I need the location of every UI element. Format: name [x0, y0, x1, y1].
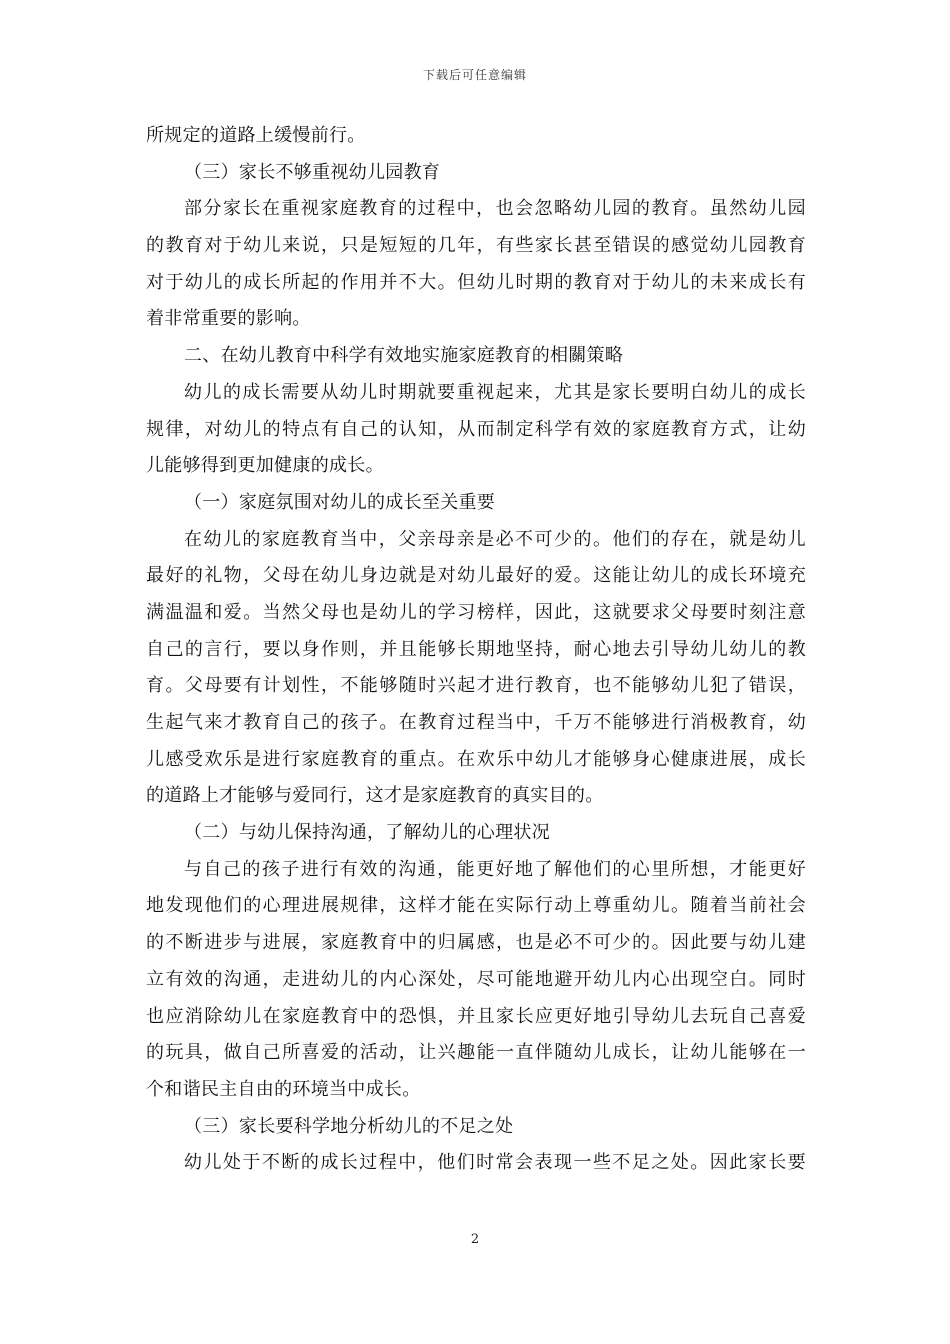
text-line: 最好的礼物，父母在幼儿身边就是对幼儿最好的爱。这能让幼儿的成长环境充	[146, 565, 806, 587]
text-line: 所规定的道路上缓慢前行。	[146, 125, 366, 146]
section-heading: （一）家庭氛围对幼儿的成长至关重要	[184, 491, 496, 513]
text-line: 地发现他们的心理进展规律，这样才能在实际行动上尊重幼儿。随着当前社会	[146, 895, 806, 917]
text-line: 对于幼儿的成长所起的作用并不大。但幼儿时期的教育对于幼儿的未来成长有	[146, 271, 806, 293]
section-heading: （三）家长要科学地分析幼儿的不足之处	[184, 1115, 514, 1137]
text-line: 幼儿的成长需要从幼儿时期就要重视起来，尤其是家长要明白幼儿的成长	[184, 381, 806, 403]
text-line: 自己的言行，要以身作则，并且能够长期地坚持，耐心地去引导幼儿幼儿的教	[146, 638, 806, 660]
document-body	[146, 118, 806, 1182]
text-line: 着非常重要的影响。	[146, 308, 311, 330]
text-line: 与自己的孩子进行有效的沟通，能更好地了解他们的心里所想，才能更好	[184, 858, 806, 880]
text-line: 儿感受欢乐是进行家庭教育的重点。在欢乐中幼儿才能够身心健康进展，成长	[146, 748, 806, 770]
section-heading: （三）家长不够重视幼儿园教育	[184, 161, 441, 183]
text-line: 生起气来才教育自己的孩子。在教育过程当中，千万不能够进行消极教育，幼	[146, 712, 806, 733]
text-line: 幼儿处于不断的成长过程中，他们时常会表现一些不足之处。因此家长要	[184, 1152, 806, 1174]
text-line: 部分家长在重视家庭教育的过程中，也会忽略幼儿园的教育。虽然幼儿园	[184, 198, 806, 220]
section-heading: 二、在幼儿教育中科学有效地实施家庭教育的相關策略	[184, 345, 624, 367]
page-header: 下载后可任意编辑	[422, 68, 527, 82]
text-line: 立有效的沟通，走进幼儿的内心深处，尽可能地避开幼儿内心出现空白。同时	[146, 968, 806, 990]
text-line: 也应消除幼儿在家庭教育中的恐惧，并且家长应更好地引导幼儿去玩自己喜爱	[146, 1005, 806, 1027]
text-line: 规律，对幼儿的特点有自己的认知，从而制定科学有效的家庭教育方式，让幼	[146, 418, 806, 440]
section-heading: （二）与幼儿保持沟通，了解幼儿的心理状况	[184, 822, 550, 844]
text-line: 个和谐民主自由的环境当中成长。	[146, 1078, 421, 1100]
page-number: 2	[470, 1232, 480, 1247]
text-line: 的道路上才能够与爱同行，这才是家庭教育的真实目的。	[146, 785, 604, 807]
text-line: 儿能够得到更加健康的成长。	[146, 455, 384, 477]
text-line: 的教育对于幼儿来说，只是短短的几年，有些家长甚至错误的感觉幼儿园教育	[146, 235, 806, 257]
text-line: 的不断进步与进展，家庭教育中的归属感，也是必不可少的。因此要与幼儿建	[146, 932, 806, 954]
text-line: 育。父母要有计划性，不能够随时兴起才进行教育，也不能够幼儿犯了错误，	[146, 675, 806, 697]
text-line: 满温温和爱。当然父母也是幼儿的学习榜样，因此，这就要求父母要时刻注意	[146, 601, 806, 623]
text-line: 的玩具，做自己所喜爱的活动，让兴趣能一直伴随幼儿成长，让幼儿能够在一	[146, 1042, 806, 1064]
text-line: 在幼儿的家庭教育当中，父亲母亲是必不可少的。他们的存在，就是幼儿	[184, 528, 806, 550]
